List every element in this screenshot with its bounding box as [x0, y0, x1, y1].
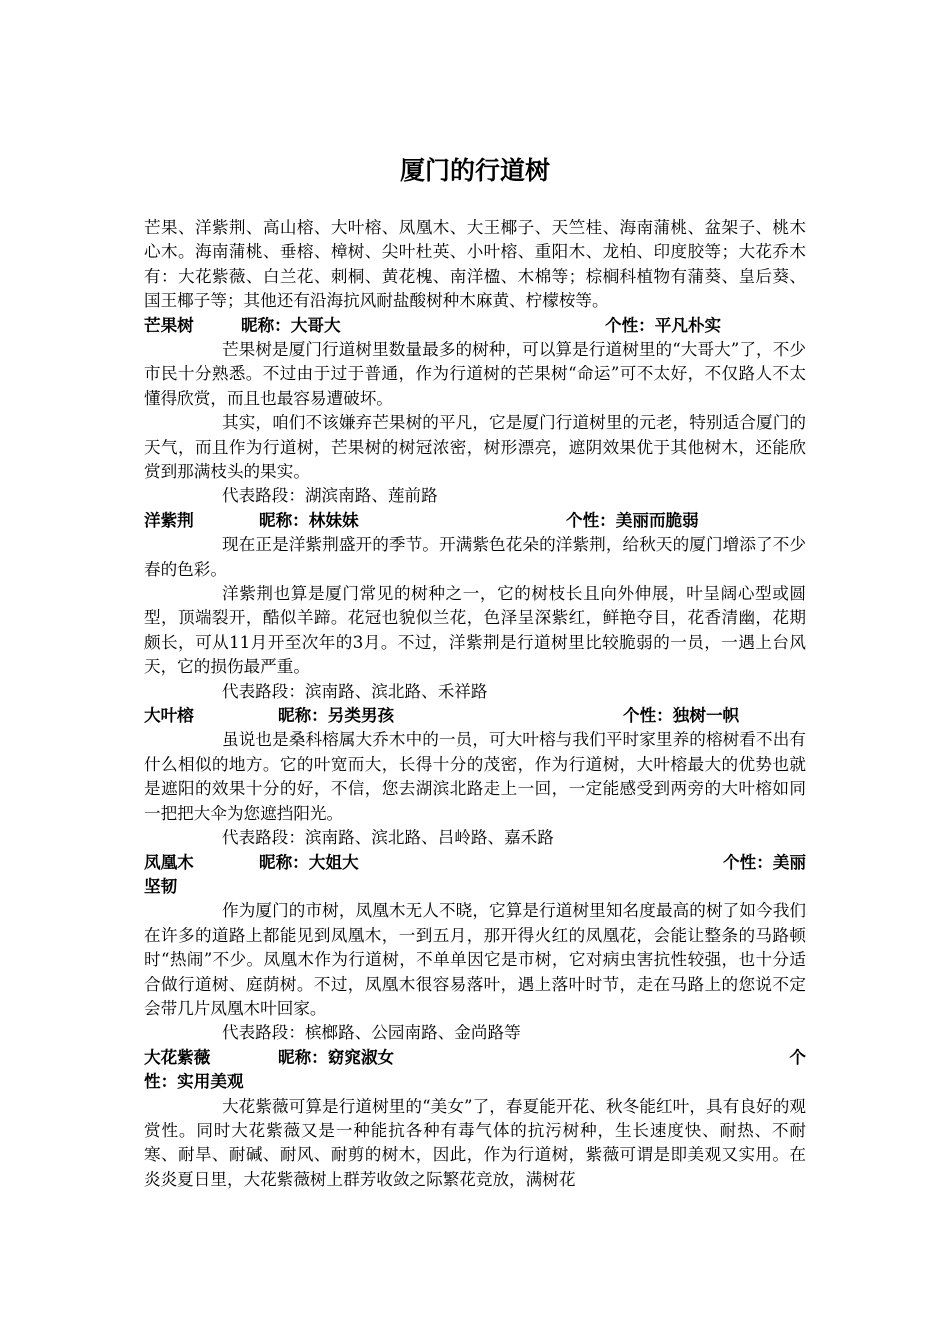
tree-name: 洋紫荆 [144, 510, 194, 530]
tree-personality-continued: 坚韧 [144, 876, 178, 896]
tree-paragraph: 作为厦门的市树，凤凰木无人不晓，它算是行道树里知名度最高的树了如今我们在许多的道路上都能见到凤凰木，一到五月，那开得火红的凤凰花，会能让整条的马路顿时“热闹”不少。凤凰木作为行道树，不单单因它是市树，它对病虫害抗性较强，也十分适合做行道树、庭荫树。不过，凤凰木很容易落叶，遇上落叶时节，走在马路上的您说不定会带几片凤凰木叶回家。 [144, 901, 806, 1018]
tree-route: 代表路段：滨南路、滨北路、吕岭路、嘉禾路 [222, 828, 554, 848]
tree-personality: 个性：独树一帜 [623, 706, 740, 726]
tree-nickname: 昵称：大哥大 [241, 315, 341, 335]
tree-personality: 个性：美丽而脆弱 [566, 510, 699, 530]
tree-personality: 个 [789, 1047, 806, 1067]
tree-heading-mango [144, 314, 806, 338]
tree-name: 大叶榕 [144, 706, 194, 726]
tree-heading-bauhinia [144, 509, 806, 533]
tree-nickname: 昵称：林妹妹 [259, 510, 359, 530]
tree-name: 大花紫薇 [144, 1047, 211, 1067]
tree-heading-banyan [144, 704, 806, 728]
tree-paragraph: 现在正是洋紫荆盛开的季节。开满紫色花朵的洋紫荆，给秋天的厦门增添了不少春的色彩。 [144, 535, 806, 579]
tree-heading-crape-myrtle [144, 1046, 806, 1070]
intro-paragraph: 芒果、洋紫荆、高山榕、大叶榕、凤凰木、大王椰子、天竺桂、海南蒲桃、盆架子、桃木心木。海南蒲桃、垂榕、樟树、尖叶杜英、小叶榕、重阳木、龙柏、印度胶等；大花乔木有：大花紫薇、白兰花、刺桐、黄花槐、南洋楹、木棉等；棕榈科植物有蒲葵、皇后葵、国王椰子等；其他还有沿海抗风耐盐酸树种木麻黄、柠檬桉等。 [144, 218, 806, 311]
tree-personality: 个性：平凡朴实 [605, 315, 722, 335]
tree-nickname: 昵称：窈窕淑女 [278, 1047, 395, 1067]
tree-personality: 个性：美丽 [723, 852, 806, 872]
tree-route: 代表路段：湖滨南路、莲前路 [222, 486, 438, 506]
tree-route: 代表路段：槟榔路、公园南路、金尚路等 [222, 1023, 521, 1043]
tree-route: 代表路段：滨南路、滨北路、禾祥路 [222, 681, 488, 701]
tree-nickname: 昵称：大姐大 [259, 852, 359, 872]
tree-paragraph: 洋紫荆也算是厦门常见的树种之一，它的树枝长且向外伸展，叶呈阔心型或圆型，顶端裂开，酷似羊蹄。花冠也貌似兰花，色泽呈深紫红，鲜艳夺目，花香清幽，花期颇长，可从11月开至次年的3月。不过，洋紫荆是行道树里比较脆弱的一员，一遇上台风天，它的损伤最严重。 [144, 584, 806, 677]
tree-nickname: 昵称：另类男孩 [278, 706, 395, 726]
tree-name: 凤凰木 [144, 852, 194, 872]
document-body [144, 216, 806, 1192]
tree-paragraph: 其实，咱们不该嫌弃芒果树的平凡，它是厦门行道树里的元老，特别适合厦门的天气，而且作为行道树，芒果树的树冠浓密，树形漂亮，遮阴效果优于其他树木，还能欣赏到那满枝头的果实。 [144, 413, 806, 482]
tree-heading-flame-tree [144, 851, 806, 875]
tree-name: 芒果树 [144, 315, 194, 335]
tree-paragraph: 虽说也是桑科榕属大乔木中的一员，可大叶榕与我们平时家里养的榕树看不出有什么相似的地方。它的叶宽而大，长得十分的茂密，作为行道树，大叶榕最大的优势也就是遮阳的效果十分的好，不信，您去湖滨北路走上一回，一定能感受到两旁的大叶榕如同一把把大伞为您遮挡阳光。 [144, 730, 806, 823]
page-title: 厦门的行道树 [399, 156, 550, 185]
tree-paragraph: 芒果树是厦门行道树里数量最多的树种，可以算是行道树里的“大哥大”了，不少市民十分熟悉。不过由于过于普通，作为行道树的芒果树“命运”可不太好，不仅路人不太懂得欣赏，而且也最容易遭破坏。 [144, 340, 806, 408]
tree-paragraph: 大花紫薇可算是行道树里的“美女”了，春夏能开花、秋冬能红叶，具有良好的观赏性。同时大花紫薇又是一种能抗各种有毒气体的抗污树种，生长速度快、耐热、不耐寒、耐旱、耐碱、耐风、耐剪的树木，因此，作为行道树，紫薇可谓是即美观又实用。在炎炎夏日里，大花紫薇树上群芳收敛之际繁花竞放，满树花 [144, 1096, 806, 1189]
tree-personality-continued: 性：实用美观 [144, 1072, 244, 1092]
